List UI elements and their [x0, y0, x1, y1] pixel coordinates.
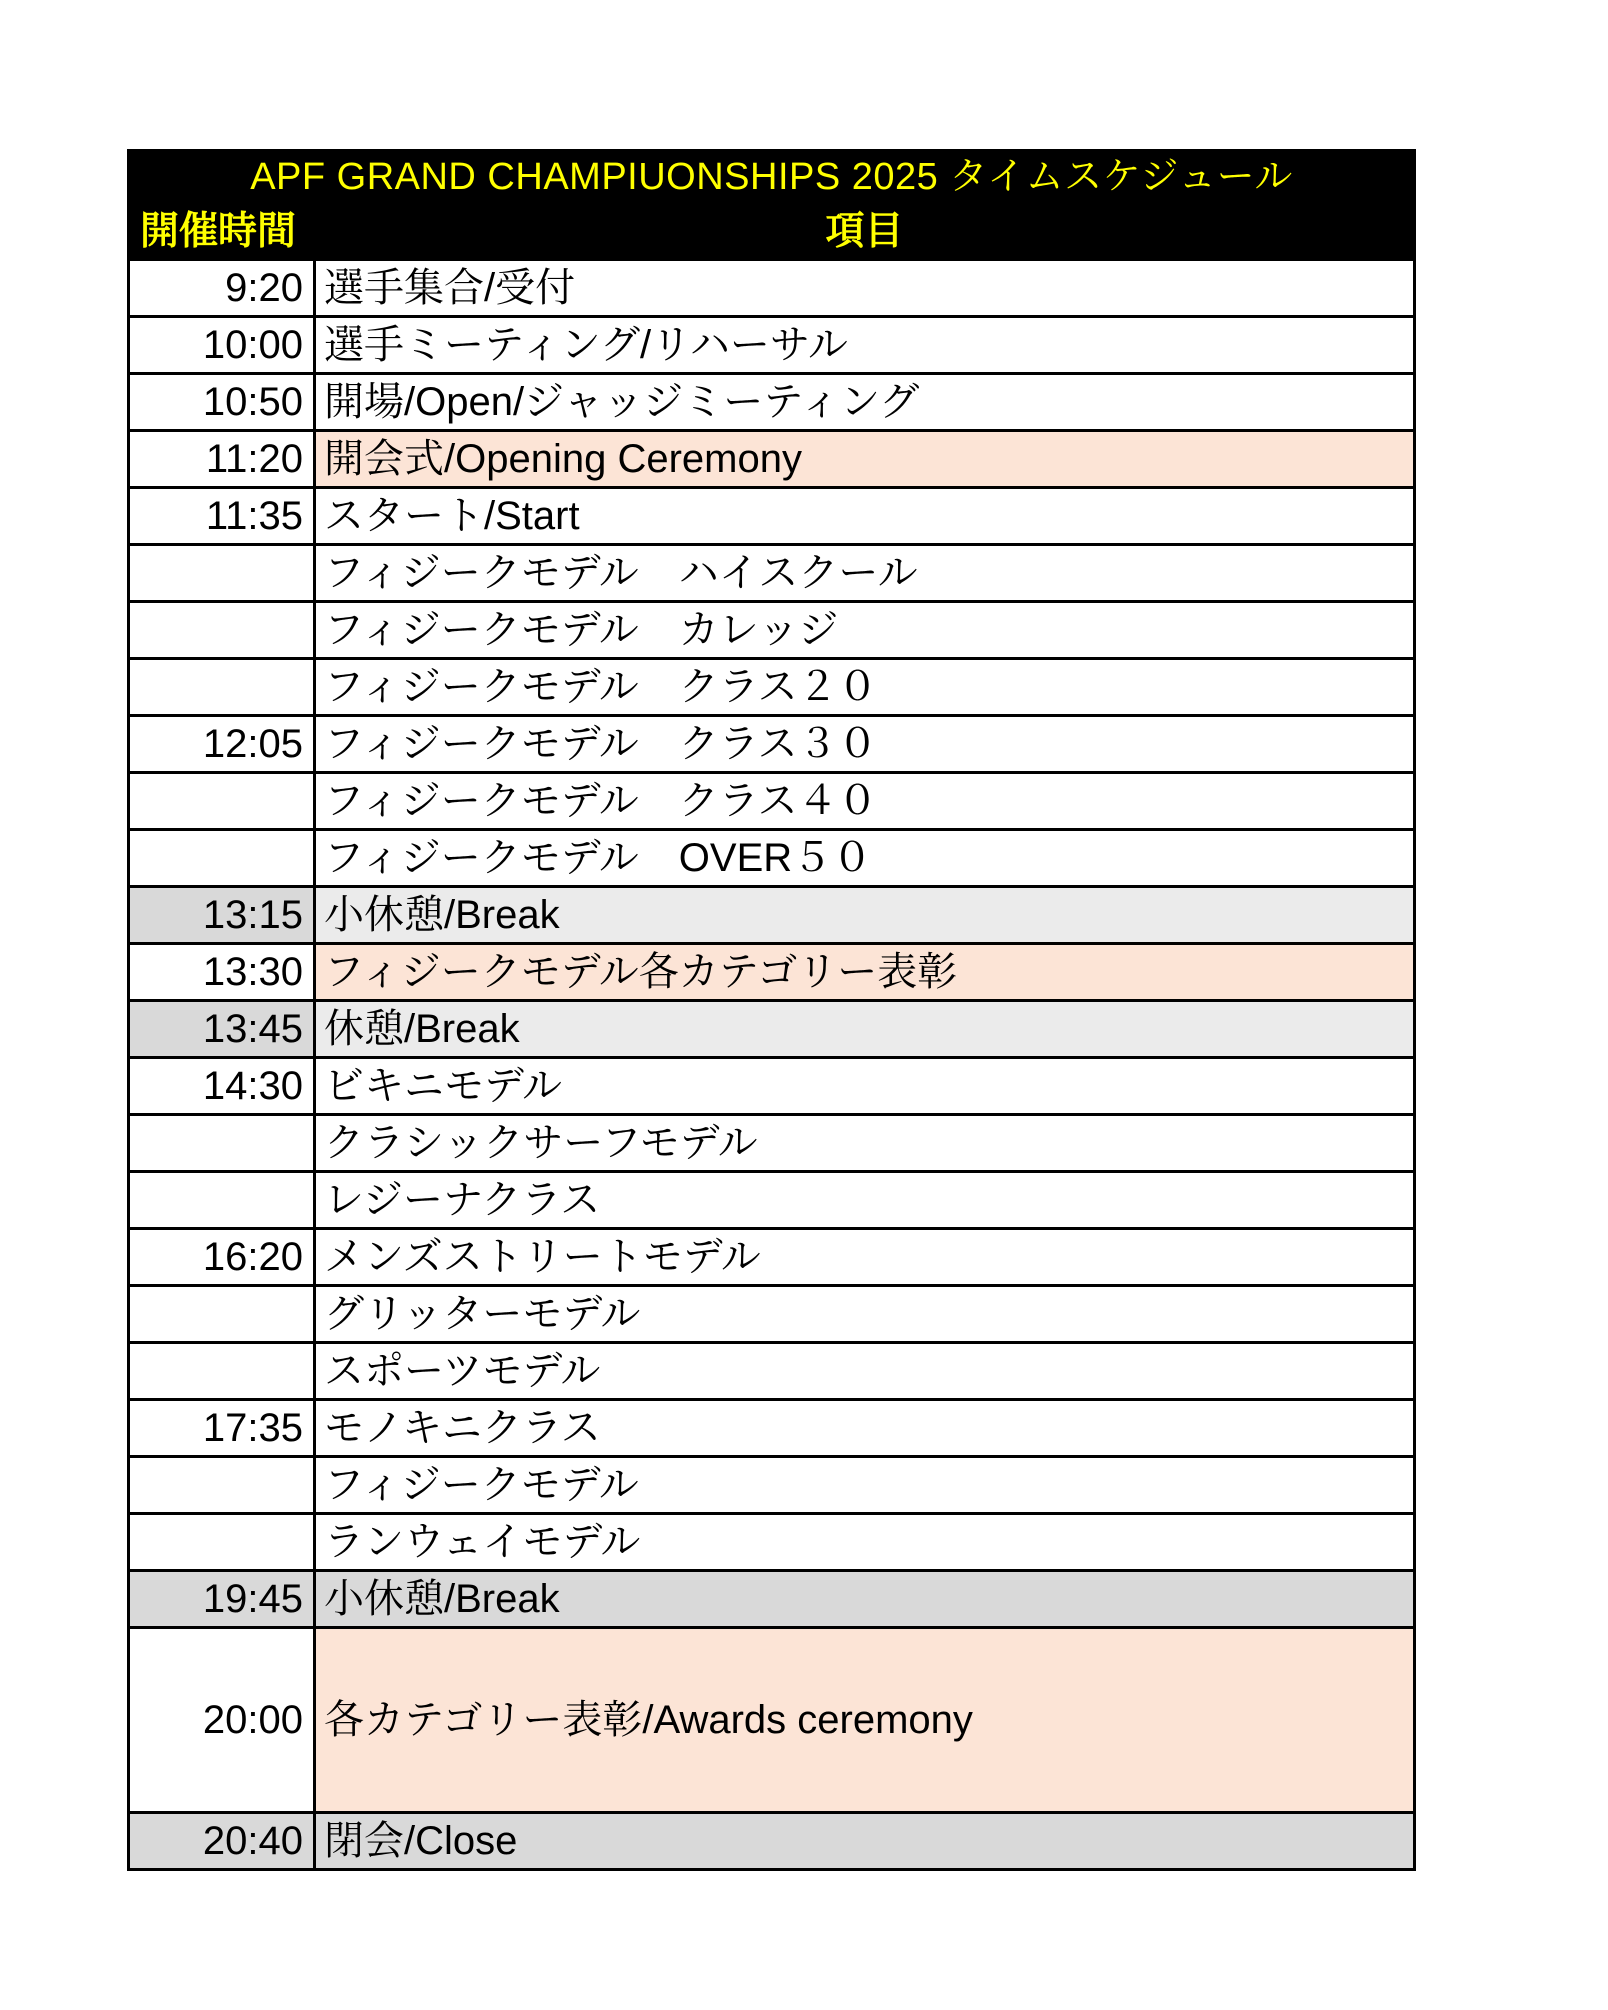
item-cell: メンズストリートモデル: [315, 1229, 1415, 1286]
schedule-row-8: [129, 659, 1415, 716]
schedule-row-4: [129, 431, 1415, 488]
schedule-row-19: [129, 1286, 1415, 1343]
schedule-row-26: [129, 1813, 1415, 1870]
schedule-row-7: [129, 602, 1415, 659]
item-cell: 選手集合/受付: [315, 260, 1415, 317]
item-cell: ランウェイモデル: [315, 1514, 1415, 1571]
schedule-row-13: [129, 944, 1415, 1001]
schedule-row-12: [129, 887, 1415, 944]
schedule-row-21: [129, 1400, 1415, 1457]
time-cell: 11:35: [129, 488, 315, 545]
time-cell: [129, 659, 315, 716]
time-cell: 13:45: [129, 1001, 315, 1058]
time-cell: [129, 602, 315, 659]
item-cell: モノキニクラス: [315, 1400, 1415, 1457]
schedule-row-5: [129, 488, 1415, 545]
item-cell: フィジークモデル OVER５０: [315, 830, 1415, 887]
item-cell: ビキニモデル: [315, 1058, 1415, 1115]
time-cell: 20:40: [129, 1813, 315, 1870]
schedule-row-25: [129, 1628, 1415, 1813]
time-schedule-table: [127, 149, 1416, 1871]
schedule-row-15: [129, 1058, 1415, 1115]
schedule-row-18: [129, 1229, 1415, 1286]
time-cell: [129, 1457, 315, 1514]
schedule-row-14: [129, 1001, 1415, 1058]
schedule-row-9: [129, 716, 1415, 773]
item-cell: フィジークモデル クラス２０: [315, 659, 1415, 716]
item-cell: クラシックサーフモデル: [315, 1115, 1415, 1172]
time-cell: [129, 1514, 315, 1571]
time-cell: 20:00: [129, 1628, 315, 1813]
item-cell: スポーツモデル: [315, 1343, 1415, 1400]
time-cell: [129, 1172, 315, 1229]
schedule-row-1: [129, 260, 1415, 317]
time-cell: 17:35: [129, 1400, 315, 1457]
time-cell: 12:05: [129, 716, 315, 773]
item-cell: 閉会/Close: [315, 1813, 1415, 1870]
schedule-row-10: [129, 773, 1415, 830]
time-cell: [129, 773, 315, 830]
item-cell: 各カテゴリー表彰/Awards ceremony: [315, 1628, 1415, 1813]
item-cell: フィジークモデル クラス３０: [315, 716, 1415, 773]
item-cell: フィジークモデル: [315, 1457, 1415, 1514]
schedule-header-row: [129, 205, 1415, 260]
schedule-row-16: [129, 1115, 1415, 1172]
time-cell: [129, 1286, 315, 1343]
schedule-row-3: [129, 374, 1415, 431]
item-cell: 選手ミーティング/リハーサル: [315, 317, 1415, 374]
item-cell: 小休憩/Break: [315, 887, 1415, 944]
item-cell: フィジークモデル ハイスクール: [315, 545, 1415, 602]
time-cell: 10:00: [129, 317, 315, 374]
schedule-row-23: [129, 1514, 1415, 1571]
item-cell: スタート/Start: [315, 488, 1415, 545]
time-cell: 11:20: [129, 431, 315, 488]
time-cell: 14:30: [129, 1058, 315, 1115]
schedule-title: APF GRAND CHAMPIUONSHIPS 2025 タイムスケジュール: [129, 151, 1415, 205]
time-cell: 13:30: [129, 944, 315, 1001]
time-cell: [129, 1115, 315, 1172]
schedule-row-17: [129, 1172, 1415, 1229]
item-cell: フィジークモデル カレッジ: [315, 602, 1415, 659]
item-cell: フィジークモデル各カテゴリー表彰: [315, 944, 1415, 1001]
item-cell: 小休憩/Break: [315, 1571, 1415, 1628]
column-header-time: 開催時間: [129, 205, 315, 260]
time-cell: 19:45: [129, 1571, 315, 1628]
schedule-title-row: [129, 151, 1415, 205]
item-cell: フィジークモデル クラス４０: [315, 773, 1415, 830]
item-cell: グリッターモデル: [315, 1286, 1415, 1343]
schedule-row-11: [129, 830, 1415, 887]
time-cell: 13:15: [129, 887, 315, 944]
time-cell: [129, 830, 315, 887]
column-header-item: 項目: [315, 205, 1415, 260]
schedule-row-6: [129, 545, 1415, 602]
schedule-row-24: [129, 1571, 1415, 1628]
time-cell: 10:50: [129, 374, 315, 431]
time-cell: [129, 545, 315, 602]
schedule-row-22: [129, 1457, 1415, 1514]
schedule-row-2: [129, 317, 1415, 374]
schedule-row-20: [129, 1343, 1415, 1400]
time-cell: 16:20: [129, 1229, 315, 1286]
item-cell: 開会式/Opening Ceremony: [315, 431, 1415, 488]
item-cell: レジーナクラス: [315, 1172, 1415, 1229]
item-cell: 開場/Open/ジャッジミーティング: [315, 374, 1415, 431]
item-cell: 休憩/Break: [315, 1001, 1415, 1058]
time-cell: 9:20: [129, 260, 315, 317]
time-cell: [129, 1343, 315, 1400]
